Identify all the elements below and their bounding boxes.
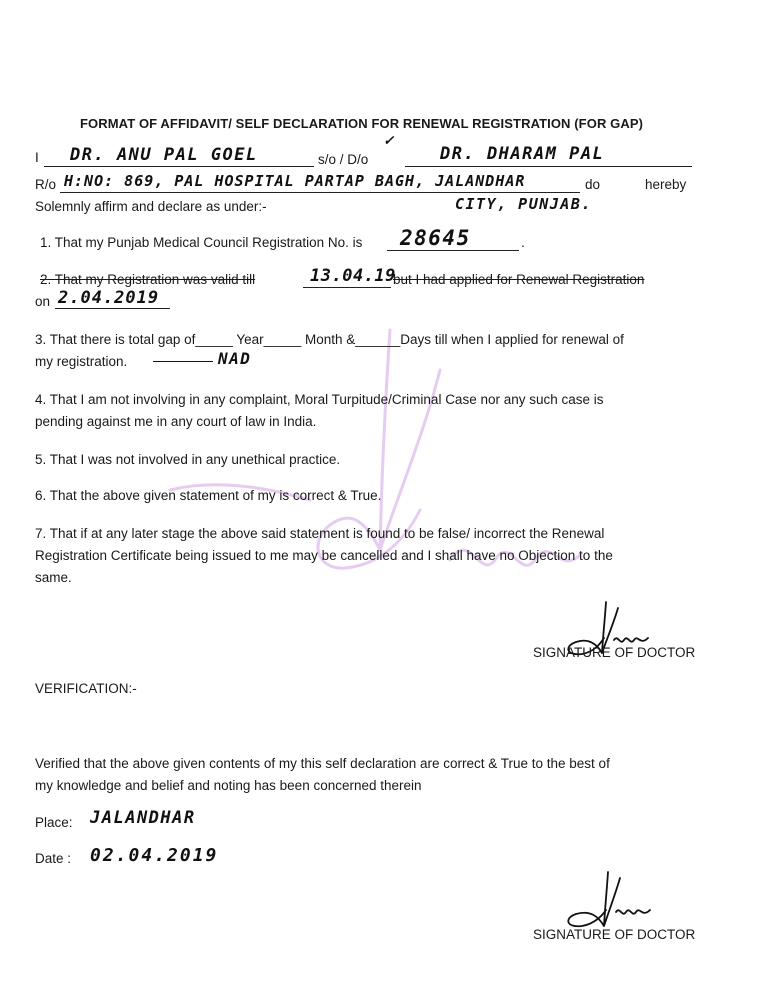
gap-value: NAD — [218, 349, 252, 368]
place-label: Place: — [35, 815, 73, 830]
ro-label: R/o — [35, 177, 57, 192]
affirm-text: Solemnly affirm and declare as under:- — [35, 199, 267, 214]
date-value: 02.04.2019 — [90, 845, 219, 866]
relation-checkmark: ✓ — [384, 131, 395, 149]
date-label: Date : — [35, 851, 72, 866]
clause-2-text-a: 2. That my Registration was valid till — [40, 272, 256, 287]
do-label: do — [585, 177, 601, 192]
verification-line-1: Verified that the above given contents of my this self declaration are correct & True to the best of — [35, 756, 610, 771]
address-line-2: CITY, PUNJAB. — [455, 195, 592, 213]
clause-7-line-2: Registration Certificate being issued to me may be cancelled and I shall have no Objection to the — [35, 548, 613, 563]
clause-2-on-label: on — [35, 294, 51, 309]
reg-no-underline — [387, 250, 519, 251]
clause-7-line-3: same. — [35, 570, 72, 585]
clause-1-text: 1. That my Punjab Medical Council Registration No. is — [40, 235, 363, 250]
clause-3-line-1: 3. That there is total gap of_____ Year_____ Month &______Days till when I applied for renewal of — [35, 332, 624, 347]
signature-label-2: SIGNATURE OF DOCTOR — [533, 927, 696, 942]
address-underline — [60, 192, 580, 193]
doctor-signature-2 — [560, 870, 670, 930]
clause-5: 5. That I was not involved in any unethical practice. — [35, 452, 341, 467]
relation-label: s/o / D/o — [318, 152, 369, 167]
verification-line-2: my knowledge and belief and noting has been concerned therein — [35, 778, 422, 793]
hereby-label: hereby — [645, 177, 687, 192]
declarant-prefix: I — [35, 150, 39, 165]
declarant-name: DR. ANU PAL GOEL — [70, 145, 258, 165]
name-underline — [44, 166, 314, 167]
clause-3-line-2: my registration. — [35, 354, 128, 369]
clause-4-line-2: pending against me in any court of law in India. — [35, 414, 317, 429]
clause-2-text-b: but I had applied for Renewal Registration — [393, 272, 645, 287]
valid-till-underline — [303, 287, 391, 288]
applied-on-date: 2.04.2019 — [58, 288, 160, 308]
clause-7-line-1: 7. That if at any later stage the above said statement is found to be false/ incorrect the Renewal — [35, 526, 605, 541]
clause-1-end: . — [521, 235, 525, 250]
clause-6: 6. That the above given statement of my is correct & True. — [35, 488, 382, 503]
place-value: JALANDHAR — [90, 808, 196, 828]
verification-heading: VERIFICATION:- — [35, 681, 137, 696]
parent-name: DR. DHARAM PAL — [440, 144, 605, 164]
valid-till-date: 13.04.19 — [310, 266, 396, 286]
registration-number: 28645 — [400, 226, 471, 250]
parent-underline — [405, 166, 692, 167]
document-title: FORMAT OF AFFIDAVIT/ SELF DECLARATION FOR RENEWAL REGISTRATION (FOR GAP) — [80, 116, 644, 131]
clause-4-line-1: 4. That I am not involving in any complaint, Moral Turpitude/Criminal Case nor any such case is — [35, 392, 604, 407]
signature-label-1: SIGNATURE OF DOCTOR — [533, 645, 696, 660]
address-line-1: H:NO: 869, PAL HOSPITAL PARTAP BAGH, JALANDHAR — [64, 172, 526, 190]
gap-dash — [153, 361, 213, 362]
applied-on-underline — [55, 308, 170, 309]
